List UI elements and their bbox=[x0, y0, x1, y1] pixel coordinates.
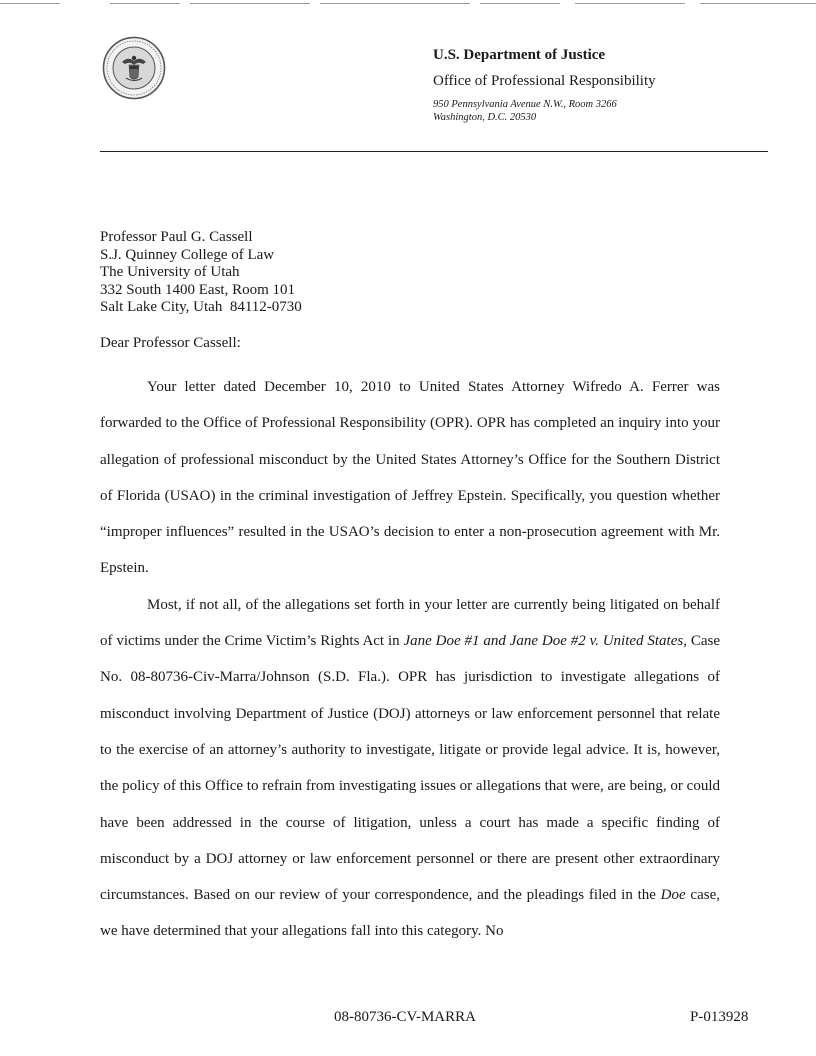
addressee-line: Professor Paul G. Cassell bbox=[100, 229, 253, 245]
addressee-line: S.J. Quinney College of Law bbox=[100, 246, 275, 263]
paragraph-2-text-c: case, we have determined that your allegations fall into this category. No bbox=[100, 887, 720, 940]
paragraph-2-text-b: , Case No. 08-80736-Civ-Marra/Johnson (S.D. Fla.). OPR has jurisdiction to investigate allegations of misconduct involving Department of Justice (DOJ) attorneys or law enforcement personnel that relate to the exercise of an attorney’s authority to investigate, litigate or provide legal advice. It is, however, the policy of this Office to refrain from investigating issues or allegations that were, are being, or could have been addressed in the course of litigation, unless a court has made a specific finding of misconduct by a DOJ attorney or law enforcement personnel or there are present other extraordinary circumstances. Based on our review of your correspondence, and the pleadings filed in the bbox=[100, 633, 720, 904]
doe-case-ref: Doe bbox=[660, 887, 686, 904]
addressee-line: 332 South 1400 East, Room 101 bbox=[100, 281, 296, 298]
doj-seal-icon bbox=[102, 36, 166, 100]
letter-body bbox=[100, 369, 720, 950]
case-title: Jane Doe #1 and Jane Doe #2 v. United States bbox=[403, 633, 684, 650]
letterhead-divider bbox=[100, 151, 768, 152]
body-paragraph-1: Your letter dated December 10, 2010 to United States Attorney Wifredo A. Ferrer was forwarded to the Office of Professional Responsibility (OPR). OPR has completed an inquiry into your allegation of professional misconduct by the United States Attorney’s Office for the Southern District of Florida (USAO) in the criminal investigation of Jeffrey Epstein. Specifically, you question whether “improper influences” resulted in the USAO’s decision to enter a non-prosecution agreement with Mr. Epstein. bbox=[100, 379, 720, 577]
footer-page-id: P-013928 bbox=[690, 1009, 749, 1025]
scan-artifact-top-edge bbox=[0, 0, 816, 9]
paragraph-2-text-a: Most, if not all, of the allegations set forth in your letter are currently being litigated on behalf of victims under the Crime Victim’s Rights Act in bbox=[100, 596, 720, 650]
footer-case-number: 08-80736-CV-MARRA bbox=[334, 1009, 476, 1025]
address-line-2: Washington, D.C. 20530 bbox=[433, 112, 537, 123]
department-name: U.S. Department of Justice bbox=[433, 47, 606, 63]
addressee-block bbox=[100, 229, 302, 317]
letterhead bbox=[433, 46, 773, 124]
office-name: Office of Professional Responsibility bbox=[433, 73, 656, 89]
addressee-line: Salt Lake City, Utah 84112-0730 bbox=[100, 299, 302, 315]
salutation: Dear Professor Cassell: bbox=[100, 335, 241, 351]
address-line-1: 950 Pennsylvania Avenue N.W., Room 3266 bbox=[433, 99, 617, 110]
addressee-line: The University of Utah bbox=[100, 264, 240, 280]
body-paragraph-2 bbox=[100, 587, 720, 950]
office-address bbox=[433, 98, 773, 124]
